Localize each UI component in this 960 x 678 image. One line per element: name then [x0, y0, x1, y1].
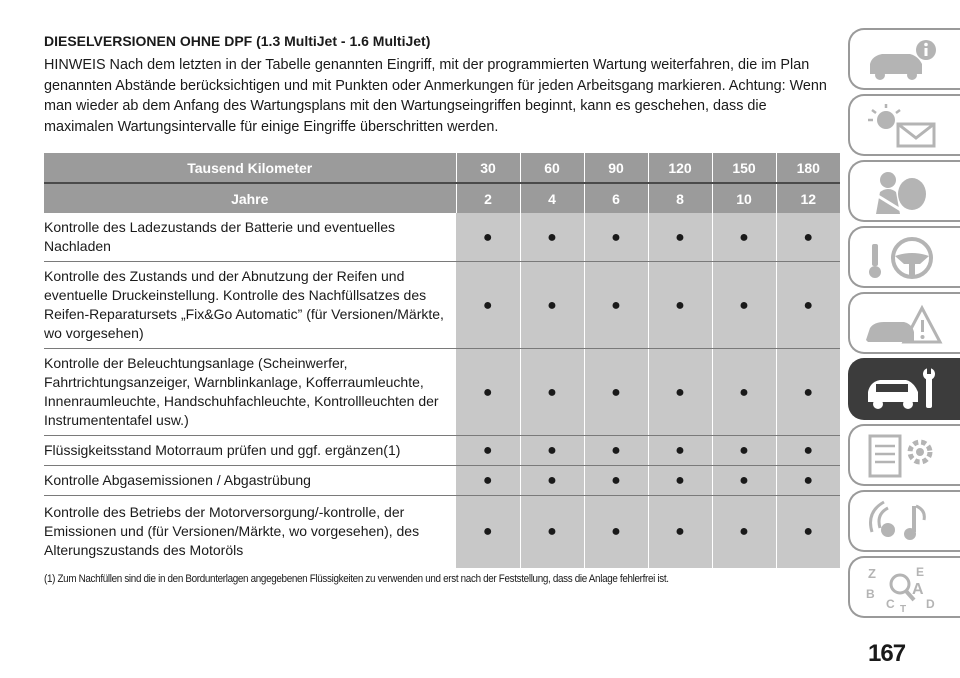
- check-dot: ●: [648, 213, 712, 262]
- check-dot: ●: [456, 213, 520, 262]
- header-row-kilometers: [44, 153, 840, 183]
- table-row: [44, 349, 840, 436]
- tab-safety[interactable]: [848, 160, 960, 222]
- check-dot: ●: [520, 466, 584, 496]
- check-dot: ●: [712, 349, 776, 436]
- index-letter: A: [912, 581, 924, 598]
- header-km-value: 30: [456, 153, 520, 183]
- tab-car-info[interactable]: [848, 28, 960, 90]
- row-description: Kontrolle des Ladezustands der Batterie und eventuelles Nachladen: [44, 213, 456, 262]
- check-dot: ●: [648, 262, 712, 349]
- table-row: [44, 213, 840, 262]
- warning-lights-icon: [864, 102, 944, 150]
- tab-multimedia[interactable]: [848, 490, 960, 552]
- header-years-value: 2: [456, 183, 520, 213]
- check-dot: ●: [456, 349, 520, 436]
- header-km-value: 120: [648, 153, 712, 183]
- check-dot: ●: [712, 496, 776, 568]
- check-dot: ●: [712, 262, 776, 349]
- check-dot: ●: [648, 466, 712, 496]
- car-maintenance-icon: [864, 366, 944, 414]
- header-km-value: 90: [584, 153, 648, 183]
- check-dot: ●: [520, 262, 584, 349]
- check-dot: ●: [520, 213, 584, 262]
- page-number: 167: [868, 640, 906, 667]
- check-dot: ●: [520, 496, 584, 568]
- table-footnote: (1) Zum Nachfüllen sind die in den Bordunterlagen angegebenen Flüssigkeiten zu verwenden und erst nach der Feststellung, dass die Anlage fehlerfrei ist.: [44, 572, 669, 585]
- check-dot: ●: [776, 496, 840, 568]
- maintenance-schedule-table: [44, 153, 840, 568]
- tab-starting-driving[interactable]: [848, 226, 960, 288]
- chapter-tabs: [848, 28, 960, 622]
- tab-technical-data[interactable]: [848, 424, 960, 486]
- check-dot: ●: [456, 466, 520, 496]
- row-description: Kontrolle der Beleuchtungsanlage (Scheinwerfer, Fahrtrichtungsanzeiger, Warnblinkanlage, Kofferraumleuchte, Innenraumleuchte, Handschuhfachleuchte, Kontrollleuchten der Instrumententafel usw.): [44, 349, 456, 436]
- index-letter: E: [916, 565, 925, 579]
- check-dot: ●: [456, 262, 520, 349]
- header-years-value: 8: [648, 183, 712, 213]
- index-letter: C: [886, 597, 895, 611]
- check-dot: ●: [456, 496, 520, 568]
- row-description: Kontrolle Abgasemissionen / Abgastrübung: [44, 466, 456, 496]
- check-dot: ●: [712, 466, 776, 496]
- tab-maintenance[interactable]: [848, 358, 960, 420]
- check-dot: ●: [648, 436, 712, 466]
- check-dot: ●: [776, 349, 840, 436]
- header-years-value: 4: [520, 183, 584, 213]
- check-dot: ●: [712, 436, 776, 466]
- check-dot: ●: [584, 466, 648, 496]
- header-km-label: Tausend Kilometer: [44, 153, 456, 183]
- header-km-value: 60: [520, 153, 584, 183]
- index-letter: D: [926, 597, 935, 611]
- header-years-value: 6: [584, 183, 648, 213]
- section-heading: DIESELVERSIONEN OHNE DPF (1.3 MultiJet - 1.6 MultiJet): [44, 33, 431, 49]
- row-description: Kontrolle des Zustands und der Abnutzung der Reifen und eventuelle Druckeinstellung. Kontrolle des Nachfüllsatzes des Reifen-Reparatursets „Fix&Go Automatic” (für Versionen/Märkte, wo vorgesehen): [44, 262, 456, 349]
- check-dot: ●: [456, 436, 520, 466]
- alphabetical-index-icon: [864, 564, 944, 612]
- header-km-value: 150: [712, 153, 776, 183]
- tab-emergency[interactable]: [848, 292, 960, 354]
- safety-airbag-icon: [864, 168, 944, 216]
- maintenance-section: [44, 32, 840, 585]
- check-dot: ●: [584, 349, 648, 436]
- header-years-value: 10: [712, 183, 776, 213]
- table-row: [44, 262, 840, 349]
- check-dot: ●: [520, 349, 584, 436]
- check-dot: ●: [712, 213, 776, 262]
- multimedia-icon: [864, 498, 944, 546]
- header-km-value: 180: [776, 153, 840, 183]
- check-dot: ●: [648, 496, 712, 568]
- check-dot: ●: [584, 213, 648, 262]
- index-letter: B: [866, 587, 875, 601]
- tab-index[interactable]: [848, 556, 960, 618]
- table-row: [44, 496, 840, 568]
- check-dot: ●: [776, 466, 840, 496]
- table-row: [44, 466, 840, 496]
- index-letter: Z: [868, 566, 876, 581]
- steering-wheel-icon: [864, 234, 944, 282]
- header-years-label: Jahre: [44, 183, 456, 213]
- section-intro: HINWEIS Nach dem letzten in der Tabelle genannten Eingriff, mit der programmierten Wartung weiterfahren, die im Plan genannten Abstände berücksichtigen und mit Punkten oder Anmerkungen für jeden Arbeitsgang markieren. Achtung: Wenn man wieder ab dem Anfang des Wartungsplans mit den Wartungseingriffen beginnt, kann es geschehen, dass die maximalen Wartungsintervalle für einige Eingriffe überschritten werden.: [44, 57, 827, 135]
- index-letter: T: [900, 604, 907, 612]
- tab-warning-lights[interactable]: [848, 94, 960, 156]
- check-dot: ●: [776, 213, 840, 262]
- check-dot: ●: [520, 436, 584, 466]
- technical-data-icon: [864, 432, 944, 480]
- breakdown-icon: [864, 300, 944, 348]
- check-dot: ●: [584, 262, 648, 349]
- check-dot: ●: [584, 436, 648, 466]
- check-dot: ●: [648, 349, 712, 436]
- table-row: [44, 436, 840, 466]
- check-dot: ●: [776, 436, 840, 466]
- row-description: Flüssigkeitsstand Motorraum prüfen und ggf. ergänzen(1): [44, 436, 456, 466]
- car-info-icon: [864, 36, 944, 84]
- header-row-years: [44, 183, 840, 213]
- check-dot: ●: [584, 496, 648, 568]
- row-description: Kontrolle des Betriebs der Motorversorgung/-kontrolle, der Emissionen und (für Versionen/Märkte, wo vorgesehen), des Alterungszustands des Motoröls: [44, 496, 456, 568]
- check-dot: ●: [776, 262, 840, 349]
- header-years-value: 12: [776, 183, 840, 213]
